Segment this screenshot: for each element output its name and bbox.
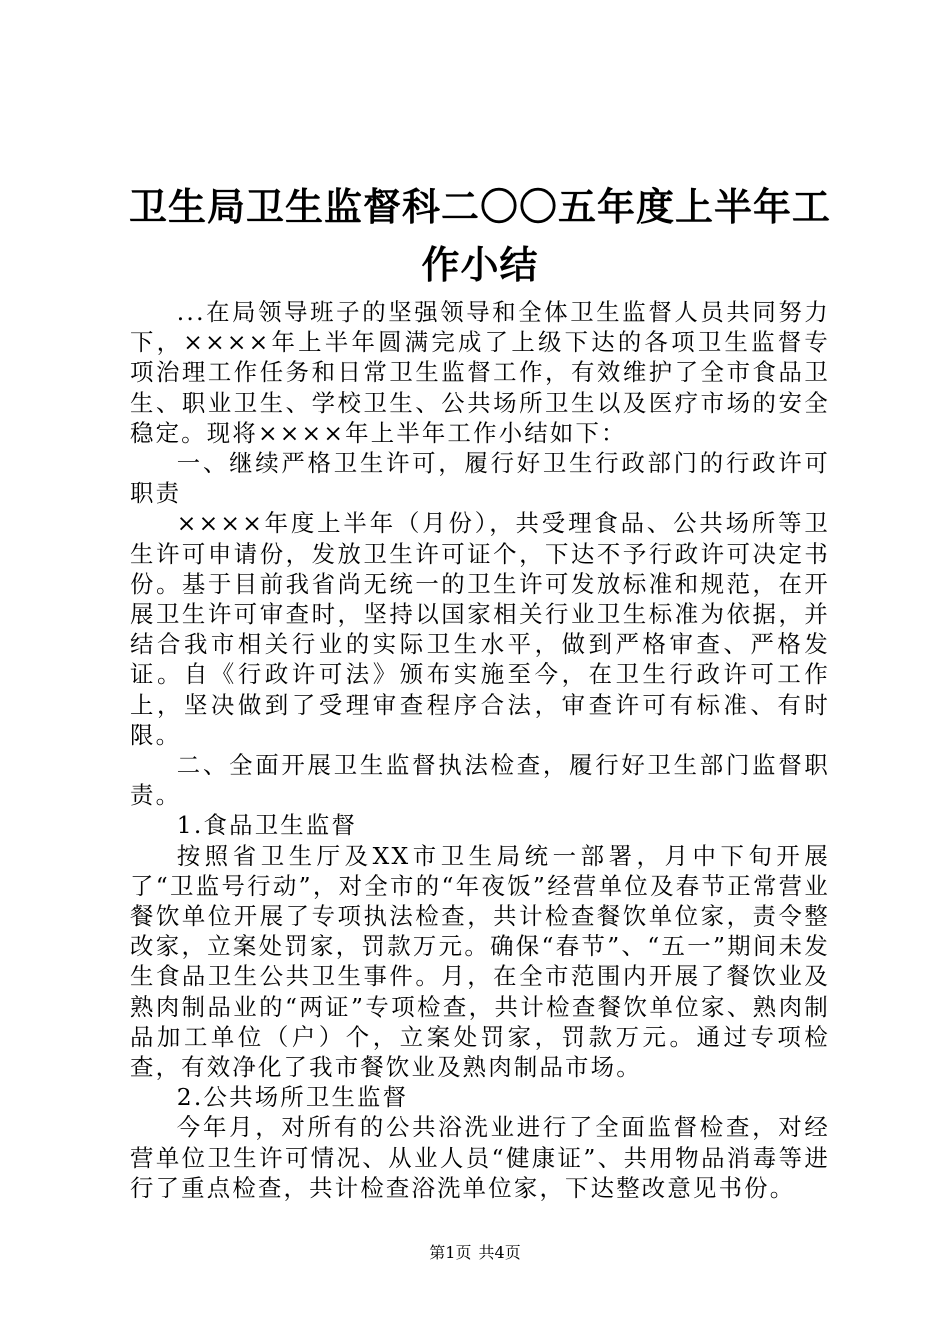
paragraph-food-supervision: 按照省卫生厅及XX市卫生局统一部署，月中下旬开展了“卫监号行动”，对全市的“年夜饭”经营单位及春节正常营业餐饮单位开展了专项执法检查，共计检查餐饮单位家，责令整改家，立案处罚家，罚款万元。确保“春节”、“五一”期间未发生食品卫生公共卫生事件。月，在全市范围内开展了餐饮业及熟肉制品业的“两证”专项检查，共计检查餐饮单位家、熟肉制品加工单位（户）个，立案处罚家，罚款万元。通过专项检查，有效净化了我市餐饮业及熟肉制品市场。: [130, 841, 830, 1082]
paragraph-public-places: 今年月，对所有的公共浴洗业进行了全面监督检查，对经营单位卫生许可情况、从业人员“健康证”、共用物品消毒等进行了重点检查，共计检查浴洗单位家，下达整改意见书份。: [130, 1113, 830, 1202]
paragraph-licensing: ××××年度上半年（月份），共受理食品、公共场所等卫生许可申请份，发放卫生许可证个，下达不予行政许可决定书份。基于目前我省尚无统一的卫生许可发放标准和规范，在开展卫生许可审查时，坚持以国家相关行业卫生标准为依据，并结合我市相关行业的实际卫生水平，做到严格审查、严格发证。自《行政许可法》颁布实施至今，在卫生行政许可工作上，坚决做到了受理审查程序合法，审查许可有标准、有时限。: [130, 509, 830, 749]
page-footer: [0, 1243, 950, 1263]
subsection-heading-public-places: 2.公共场所卫生监督: [176, 1083, 409, 1112]
document-title: 卫生局卫生监督科二〇〇五年度上半年工作小结: [128, 184, 831, 287]
section-heading-1: 一、继续严格卫生许可，履行好卫生行政部门的行政许可职责: [130, 449, 830, 508]
page-number: 第1页: [429, 1243, 472, 1262]
page-total: 共4页: [478, 1243, 521, 1262]
subsection-heading-food: 1.食品卫生监督: [176, 811, 358, 840]
paragraph-intro: ...在局领导班子的坚强领导和全体卫生监督人员共同努力下，××××年上半年圆满完成了上级下达的各项卫生监督专项治理工作任务和日常卫生监督工作，有效维护了全市食品卫生、职业卫生、学校卫生、公共场所卫生以及医疗市场的安全稳定。现将××××年上半年工作小结如下：: [130, 298, 830, 447]
section-heading-2: 二、全面开展卫生监督执法检查，履行好卫生部门监督职责。: [130, 751, 830, 810]
document-body: [130, 297, 830, 1203]
